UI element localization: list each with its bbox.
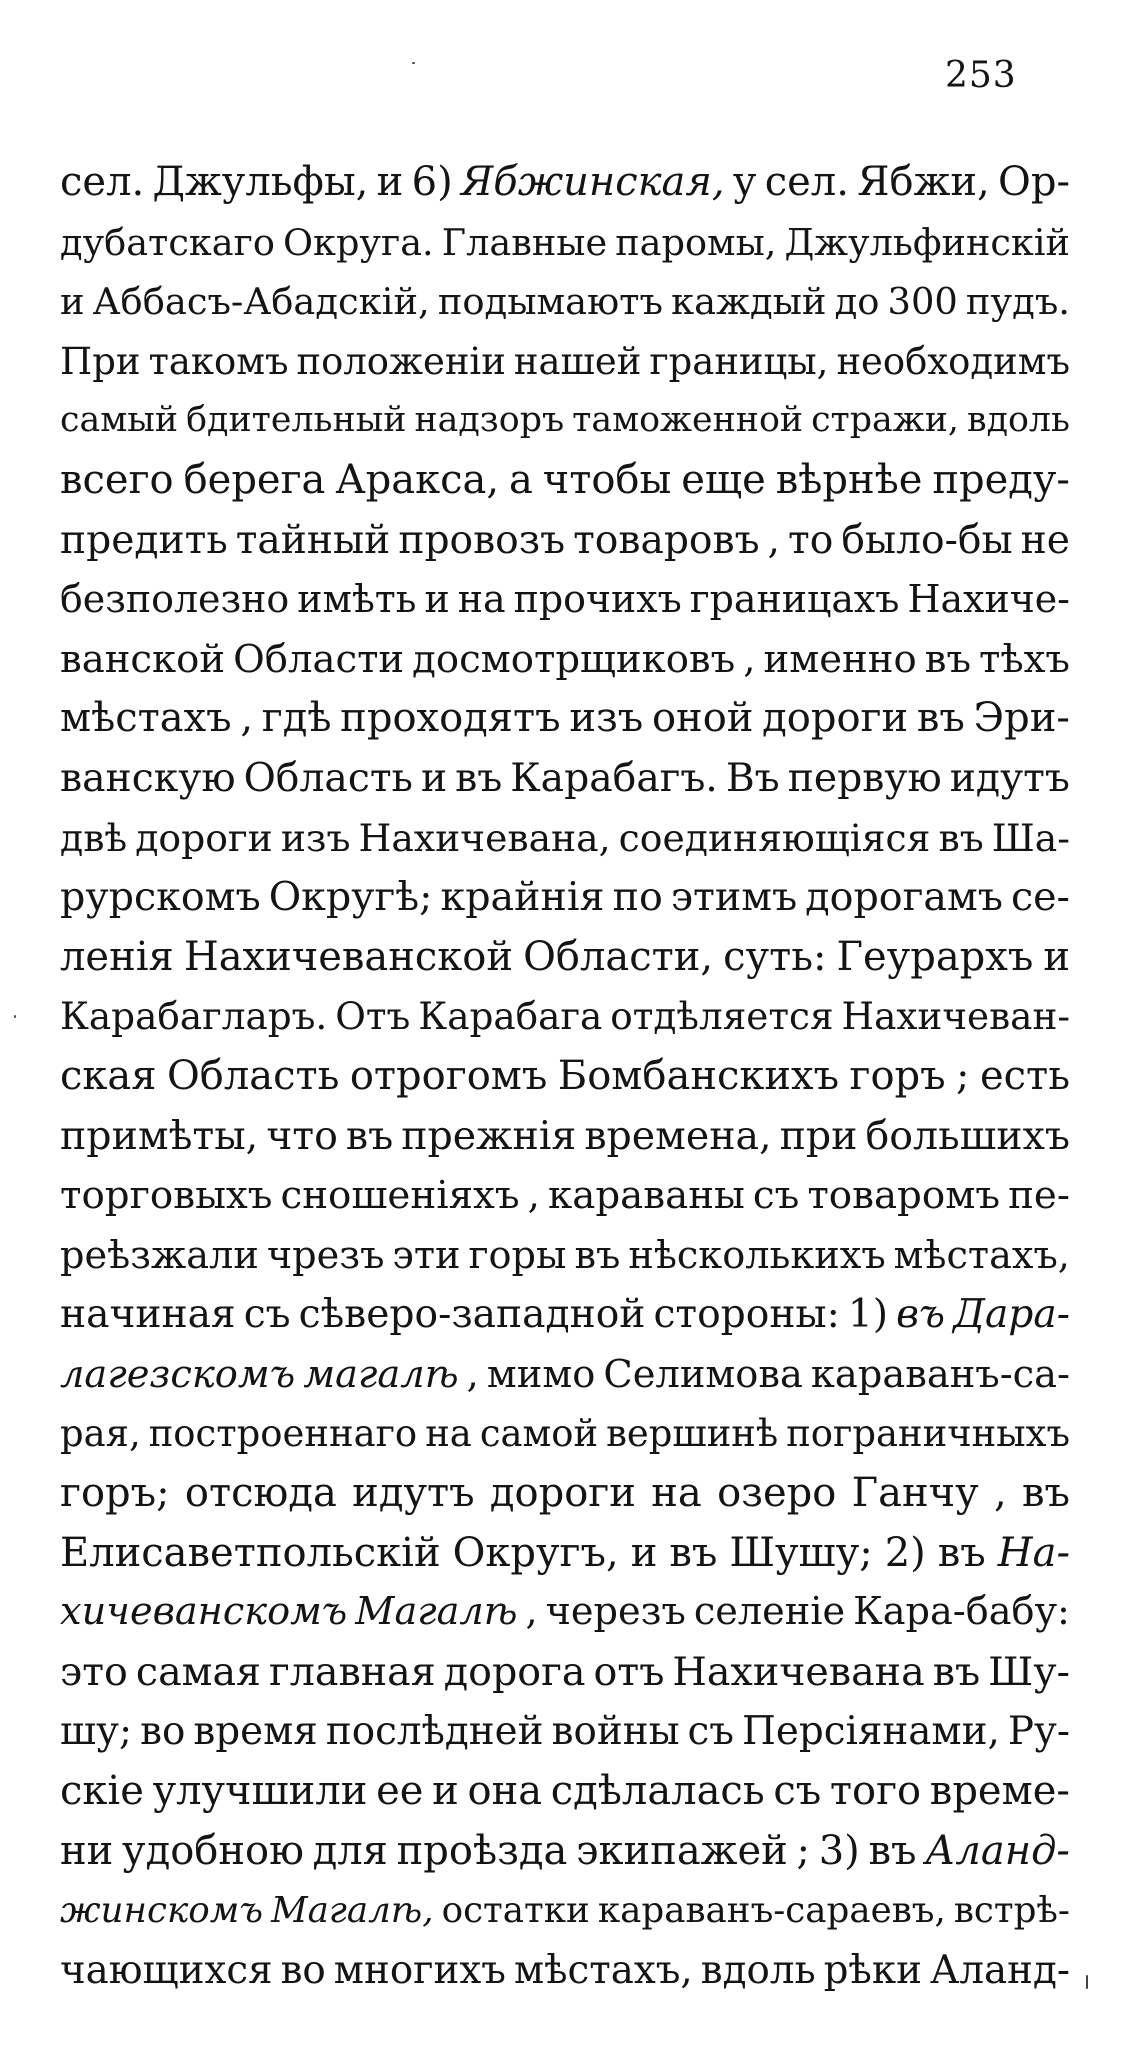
- word: такомъ: [148, 339, 289, 383]
- word: тѣхъ: [979, 636, 1070, 682]
- word: нашей: [513, 339, 642, 383]
- word: паромы,: [615, 220, 777, 264]
- word: чтобы: [542, 456, 672, 503]
- word: пудъ.: [965, 280, 1070, 324]
- word: торговыхъ: [60, 1173, 273, 1219]
- word: въ: [868, 1827, 917, 1874]
- word: Округъ,: [452, 1529, 619, 1576]
- word: безполезно: [60, 577, 290, 622]
- word: изъ: [569, 695, 644, 742]
- word: караванъ-сараевъ,: [597, 1890, 946, 1932]
- word: ,: [767, 517, 780, 563]
- word: положеніи: [296, 339, 506, 383]
- word: Геурархъ: [836, 933, 1034, 980]
- italic-word: лагезскомъ: [60, 1351, 296, 1397]
- word: Въ: [725, 755, 780, 801]
- text-line: [60, 1285, 1070, 1345]
- word: сношеніяхъ: [280, 1173, 520, 1219]
- word: При: [60, 339, 141, 383]
- text-line: [60, 1524, 1070, 1584]
- word: Аббасъ-Абадскій,: [92, 280, 430, 324]
- word: Отъ: [335, 994, 411, 1039]
- word: нѣсколькихъ: [628, 1232, 886, 1278]
- word: горъ;: [60, 1470, 170, 1517]
- text-line: [60, 451, 1070, 511]
- word: дорогамъ: [805, 874, 1003, 921]
- text-line: [60, 1464, 1070, 1524]
- word: Шушу;: [729, 1529, 873, 1576]
- word: въ: [937, 1529, 986, 1576]
- word: встрѣ-: [953, 1890, 1070, 1932]
- text-line: [60, 1643, 1070, 1703]
- word: эти: [392, 1232, 461, 1278]
- word: съ: [752, 1173, 800, 1219]
- word: у: [732, 159, 757, 205]
- word: было-бы: [841, 517, 1013, 563]
- word: Нахичеванской: [183, 933, 514, 980]
- word: времена,: [584, 1112, 772, 1159]
- word: ,: [525, 1590, 538, 1635]
- word: ,: [466, 1351, 479, 1397]
- word: войны: [551, 1709, 680, 1755]
- text-line: [60, 928, 1070, 988]
- word: ,: [743, 636, 756, 682]
- word: идутъ: [949, 755, 1070, 801]
- word: во: [280, 1947, 326, 1993]
- italic-word: Магалѣ,: [271, 1890, 434, 1932]
- word: въ: [455, 755, 503, 801]
- word: ванскую: [60, 755, 236, 801]
- word: и: [630, 1529, 658, 1576]
- word: гдѣ: [261, 695, 332, 742]
- word: отдѣляется: [610, 994, 834, 1039]
- word: Елисаветпольскій: [60, 1529, 441, 1576]
- word: провозъ: [398, 517, 566, 563]
- word: и: [432, 1768, 459, 1815]
- text-line: [60, 1941, 1070, 2001]
- word: ;: [956, 1052, 970, 1099]
- word: бдительный: [186, 400, 407, 441]
- word: по: [612, 874, 663, 921]
- word: до: [834, 280, 880, 324]
- word: Нахичевана,: [358, 815, 611, 860]
- text-line: [60, 987, 1070, 1047]
- word: сел.: [764, 159, 849, 205]
- word: въ: [669, 1529, 718, 1576]
- word: всего: [60, 456, 174, 503]
- text-line: [60, 689, 1070, 749]
- word: тайный: [235, 517, 391, 563]
- word: и: [60, 280, 85, 324]
- word: самый: [60, 400, 179, 441]
- word: начиная: [60, 1292, 236, 1338]
- word: необходимъ: [836, 339, 1070, 383]
- word: Карабагъ.: [510, 755, 718, 801]
- word: Карабагларъ.: [60, 994, 328, 1039]
- word: а: [508, 456, 533, 503]
- word: рѣки: [823, 1947, 922, 1993]
- text-line: [60, 1226, 1070, 1286]
- word: еще: [681, 456, 766, 503]
- word: ванской: [60, 636, 226, 682]
- italic-word: Дара-: [953, 1292, 1070, 1338]
- text-line: [60, 1822, 1070, 1882]
- text-line: [60, 1702, 1070, 1762]
- word: первую: [787, 755, 942, 801]
- word: вѣрнѣе: [775, 456, 923, 503]
- word: на: [457, 577, 506, 622]
- word: Ша-: [991, 815, 1070, 860]
- text-line: [60, 1762, 1070, 1822]
- word: сдѣлалась: [550, 1768, 765, 1815]
- word: Джульфы,: [152, 159, 369, 205]
- word: это: [60, 1648, 128, 1695]
- word: 6): [411, 159, 453, 205]
- word: на: [651, 1470, 702, 1517]
- word: чающихся: [60, 1947, 273, 1993]
- text-line: [60, 1583, 1070, 1643]
- word: въ: [574, 1232, 621, 1278]
- text-line: [60, 1881, 1070, 1941]
- word: послѣдней: [325, 1709, 544, 1755]
- body-text: [60, 153, 1070, 2000]
- word: въ: [932, 1648, 981, 1695]
- italic-word: въ: [896, 1292, 946, 1338]
- word: дороги: [135, 815, 273, 860]
- word: рурскомъ: [60, 874, 261, 921]
- word: двѣ: [60, 815, 128, 860]
- text-line: [60, 332, 1070, 392]
- word: дубатскаго: [60, 220, 275, 264]
- word: каждый: [671, 280, 827, 324]
- word: и: [420, 755, 448, 801]
- word: главная: [269, 1648, 436, 1695]
- italic-word: жинскомъ: [60, 1890, 264, 1932]
- word: чрезъ: [266, 1232, 385, 1278]
- word: Селимова: [603, 1351, 803, 1397]
- word: шу;: [60, 1709, 133, 1755]
- word: товаромъ: [807, 1173, 1001, 1219]
- italic-word: хичеванскомъ: [60, 1590, 348, 1635]
- word: мѣстахъ: [60, 695, 232, 742]
- word: стороны:: [653, 1292, 840, 1338]
- word: стражи,: [811, 400, 959, 441]
- text-line: [60, 153, 1070, 213]
- page-number: 253: [945, 55, 1017, 96]
- word: самой: [479, 1412, 599, 1456]
- text-line: [60, 511, 1070, 571]
- word: ее: [376, 1768, 424, 1815]
- text-line: [60, 272, 1070, 332]
- word: черезъ: [545, 1590, 686, 1635]
- word: для: [312, 1827, 388, 1874]
- word: Ганчу: [851, 1470, 979, 1517]
- text-line: [60, 213, 1070, 273]
- word: большихъ: [865, 1112, 1070, 1159]
- word: этимъ: [670, 874, 798, 921]
- word: вдоль: [700, 1947, 816, 1993]
- word: въ: [916, 695, 965, 742]
- italic-word: На-: [997, 1529, 1070, 1576]
- word: границы,: [649, 339, 829, 383]
- text-line: [60, 570, 1070, 630]
- word: Области: [233, 636, 405, 682]
- word: ,: [993, 1470, 1007, 1517]
- word: дорога: [443, 1648, 586, 1695]
- word: крайнія: [440, 874, 605, 921]
- word: удобною: [122, 1827, 304, 1874]
- word: Область: [243, 755, 413, 801]
- word: 2): [884, 1529, 926, 1576]
- word: отъ: [593, 1648, 665, 1695]
- print-speck: [14, 1015, 16, 1018]
- word: селеніе: [693, 1590, 846, 1635]
- word: Шу-: [988, 1648, 1070, 1695]
- word: преду-: [932, 456, 1070, 503]
- word: отрогомъ: [349, 1052, 548, 1099]
- text-line: [60, 1166, 1070, 1226]
- print-speck: [412, 62, 415, 64]
- word: Главные: [441, 220, 608, 264]
- word: пе-: [1008, 1173, 1070, 1219]
- word: ,: [240, 695, 254, 742]
- word: вдоль: [967, 400, 1070, 441]
- word: реѣзжали: [60, 1232, 259, 1278]
- word: съ: [687, 1709, 734, 1755]
- word: товаровъ: [573, 517, 760, 563]
- italic-word: Аланд-: [925, 1827, 1070, 1874]
- text-line: [60, 391, 1070, 451]
- text-line: [60, 868, 1070, 928]
- word: рая,: [60, 1412, 141, 1456]
- word: проходятъ: [340, 695, 561, 742]
- word: скіе: [60, 1768, 144, 1815]
- word: време-: [929, 1768, 1070, 1815]
- word: соединяющіяся: [618, 815, 931, 860]
- word: ленія: [60, 933, 174, 980]
- word: Ябжи,: [857, 159, 990, 205]
- word: проѣзда: [396, 1827, 568, 1874]
- word: караванъ-са-: [810, 1351, 1070, 1397]
- word: сел.: [60, 159, 145, 205]
- word: что: [266, 1112, 338, 1159]
- word: есть: [979, 1052, 1070, 1099]
- word: 3): [818, 1827, 860, 1874]
- word: въ: [1022, 1470, 1070, 1517]
- word: вершинѣ: [606, 1412, 779, 1456]
- word: не: [1020, 517, 1070, 563]
- word: въ: [345, 1112, 394, 1159]
- word: на: [425, 1412, 472, 1456]
- word: озеро: [717, 1470, 837, 1517]
- word: отсюда: [184, 1470, 337, 1517]
- word: суть:: [723, 933, 827, 980]
- word: Карабага: [418, 994, 603, 1039]
- word: Нахиче-: [907, 577, 1070, 622]
- word: и: [1043, 933, 1070, 980]
- word: она: [467, 1768, 543, 1815]
- word: съ: [773, 1768, 822, 1815]
- word: мимо: [486, 1351, 596, 1397]
- italic-word: Магалѣ: [355, 1590, 518, 1635]
- text-line: [60, 1107, 1070, 1167]
- word: остатки: [441, 1890, 590, 1932]
- italic-word: Ябжинская,: [460, 159, 725, 205]
- word: надзоръ: [414, 400, 565, 441]
- word: дороги: [762, 695, 909, 742]
- word: того: [829, 1768, 922, 1815]
- word: построеннаго: [148, 1412, 418, 1456]
- text-line: [60, 1345, 1070, 1405]
- word: 1): [847, 1292, 889, 1338]
- word: и: [376, 159, 404, 205]
- word: изъ: [280, 815, 351, 860]
- word: мѣстахъ,: [893, 1232, 1070, 1278]
- word: берега: [183, 456, 326, 503]
- word: въ: [924, 636, 971, 682]
- word: прочихъ: [513, 577, 682, 622]
- word: Нахичевана: [672, 1648, 925, 1695]
- word: таможенной: [572, 400, 804, 441]
- word: многихъ: [333, 1947, 506, 1993]
- word: съ: [243, 1292, 291, 1338]
- word: оной: [651, 695, 754, 742]
- word: горъ: [849, 1052, 946, 1099]
- word: ни: [60, 1827, 114, 1874]
- word: прежнія: [401, 1112, 577, 1159]
- word: идутъ: [352, 1470, 475, 1517]
- word: Области,: [523, 933, 714, 980]
- word: время: [193, 1709, 318, 1755]
- word: 300: [887, 280, 958, 324]
- text-line: [60, 809, 1070, 869]
- word: пограничныхъ: [786, 1412, 1070, 1456]
- word: Округа.: [283, 220, 434, 264]
- word: Округѣ;: [268, 874, 433, 921]
- word: Эри-: [973, 695, 1070, 742]
- word: караваны: [547, 1173, 745, 1219]
- word: во: [140, 1709, 186, 1755]
- word: улучшили: [152, 1768, 368, 1815]
- word: се-: [1010, 874, 1070, 921]
- word: Бомбанскихъ: [557, 1052, 840, 1099]
- word: то: [788, 517, 834, 563]
- word: и: [424, 577, 450, 622]
- word: мѣстахъ,: [513, 1947, 693, 1993]
- word: самая: [135, 1648, 262, 1695]
- text-line: [60, 749, 1070, 809]
- word: именно: [763, 636, 917, 682]
- word: имѣть: [297, 577, 417, 622]
- word: досмотрщиковъ: [412, 636, 736, 682]
- word: ская: [60, 1052, 157, 1099]
- word: сѣверо-западной: [298, 1292, 646, 1338]
- italic-word: магалѣ: [303, 1351, 459, 1397]
- text-line: [60, 630, 1070, 690]
- word: Аланд-: [929, 1947, 1070, 1993]
- word: подымаютъ: [437, 280, 663, 324]
- word: Область: [166, 1052, 340, 1099]
- word: предить: [60, 517, 228, 563]
- word: ,: [527, 1173, 540, 1219]
- word: экипажей: [576, 1827, 788, 1874]
- word: границахъ: [689, 577, 900, 622]
- word: Персіянами,: [742, 1709, 1000, 1755]
- word: Кара-бабу:: [853, 1590, 1070, 1635]
- print-speck: [1086, 1975, 1088, 1989]
- word: ;: [796, 1827, 810, 1874]
- text-line: [60, 1404, 1070, 1464]
- word: Ор-: [998, 159, 1070, 205]
- word: Аракса,: [335, 456, 500, 503]
- text-line: [60, 1047, 1070, 1107]
- word: примѣты,: [60, 1112, 259, 1159]
- word: въ: [938, 815, 984, 860]
- word: дороги: [489, 1470, 636, 1517]
- word: Нахичеван-: [841, 994, 1070, 1039]
- word: Джульфинскій: [784, 220, 1070, 264]
- word: горы: [468, 1232, 567, 1278]
- word: Ру-: [1007, 1709, 1070, 1755]
- word: при: [779, 1112, 858, 1159]
